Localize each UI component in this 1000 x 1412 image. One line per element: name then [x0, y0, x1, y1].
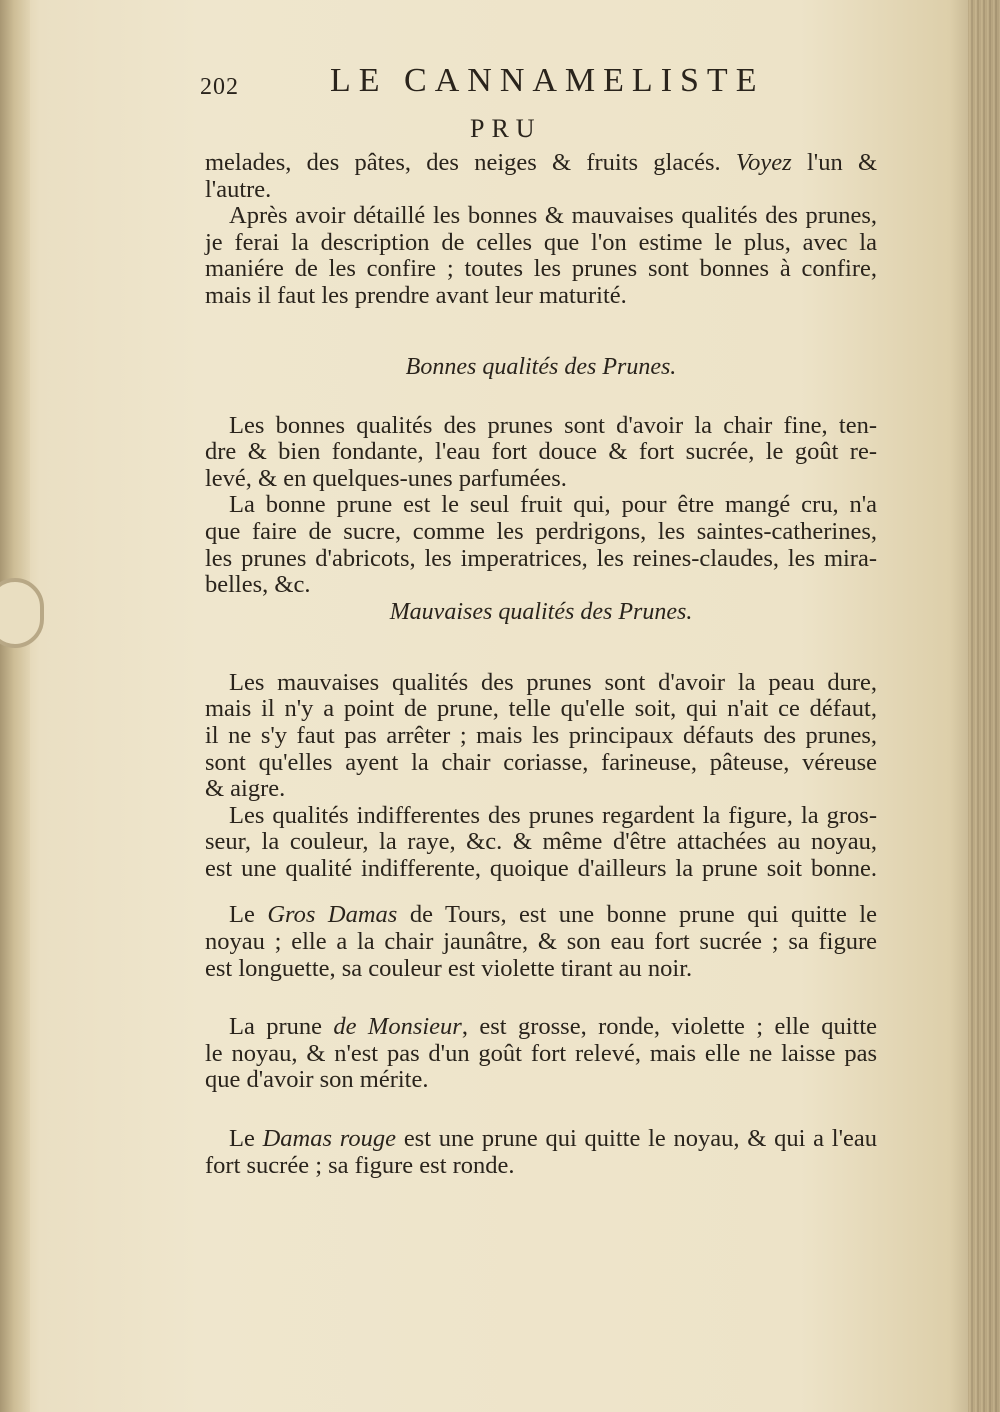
page-body — [205, 150, 877, 1179]
page-gutter — [0, 0, 30, 1412]
section-heading: Mauvaises qualités des Prunes. — [389, 598, 693, 625]
text-line: Les bonnes qualités des prunes sont d'avoir la chair fine, ten- — [229, 411, 877, 439]
text-line: les prunes d'abricots, les imperatrices, les reines-claudes, les mira- — [205, 544, 877, 572]
paragraph — [205, 670, 877, 803]
text-line: La bonne prune est le seul fruit qui, pour être mangé cru, n'a — [229, 491, 877, 519]
text-line: Les mauvaises qualités des prunes sont d'avoir la peau dure, — [229, 668, 877, 696]
text-line: levé, & en quelques-unes parfumées. — [205, 464, 567, 492]
paragraph — [205, 1126, 877, 1179]
section-heading: Bonnes qualités des Prunes. — [405, 353, 677, 380]
paragraph — [205, 1014, 877, 1094]
text-line: seur, la couleur, la raye, &c. & même d'être attachées au noyau, — [205, 828, 877, 856]
paragraph — [205, 203, 877, 309]
paragraph — [205, 492, 877, 598]
text-line: La prune de Monsieur, est grosse, ronde, violette ; elle quitte — [229, 1013, 877, 1041]
text-line: sont qu'elles ayent la chair coriasse, farineuse, pâteuse, véreuse — [205, 748, 877, 776]
text-line: dre & bien fondante, l'eau fort douce & fort sucrée, le goût re- — [205, 438, 877, 466]
page-number: 202 — [200, 74, 239, 100]
section-guide-letters: PRU — [470, 114, 542, 143]
text-line: noyau ; elle a la chair jaunâtre, & son eau fort sucrée ; sa figure — [205, 928, 877, 956]
text-line: Le Gros Damas de Tours, est une bonne prune qui quitte le — [229, 901, 877, 929]
text-line: je ferai la description de celles que l'on estime le plus, avec la — [205, 228, 877, 256]
paragraph — [205, 803, 877, 883]
text-line: est une qualité indifferente, quoique d'ailleurs la prune soit bonne. — [205, 854, 877, 882]
text-line: est longuette, sa couleur est violette tirant au noir. — [205, 954, 693, 982]
running-title: LE CANNAMELISTE — [330, 62, 765, 99]
text-line: melades, des pâtes, des neiges & fruits glacés. Voyez l'un & — [205, 149, 878, 176]
text-line: que d'avoir son mérite. — [205, 1066, 429, 1094]
paragraph — [205, 902, 877, 982]
text-line: Les qualités indifferentes des prunes regardent la figure, la gros- — [229, 801, 877, 829]
text-line: que faire de sucre, comme les perdrigons, les saintes-catherines, — [205, 517, 877, 545]
paragraph — [205, 150, 877, 203]
page-edges — [968, 0, 1000, 1412]
text-line: le noyau, & n'est pas d'un goût fort relevé, mais elle ne laisse pas — [205, 1039, 877, 1067]
text-line: Le Damas rouge est une prune qui quitte le noyau, & qui a l'eau — [229, 1125, 878, 1153]
text-line: belles, &c. — [205, 571, 311, 599]
text-line: mais il n'y a point de prune, telle qu'elle soit, qui n'ait ce défaut, — [205, 695, 877, 723]
text-line: l'autre. — [205, 175, 272, 203]
text-line: il ne s'y faut pas arrêter ; mais les principaux défauts des prunes, — [205, 721, 877, 749]
text-line: mais il faut les prendre avant leur maturité. — [205, 281, 627, 309]
paragraph — [205, 413, 877, 493]
text-line: maniére de les confire ; toutes les prunes sont bonnes à confire, — [205, 255, 877, 283]
text-line: fort sucrée ; sa figure est ronde. — [205, 1151, 515, 1179]
text-line: Après avoir détaillé les bonnes & mauvaises qualités des prunes, — [229, 202, 877, 230]
text-line: & aigre. — [205, 775, 286, 803]
